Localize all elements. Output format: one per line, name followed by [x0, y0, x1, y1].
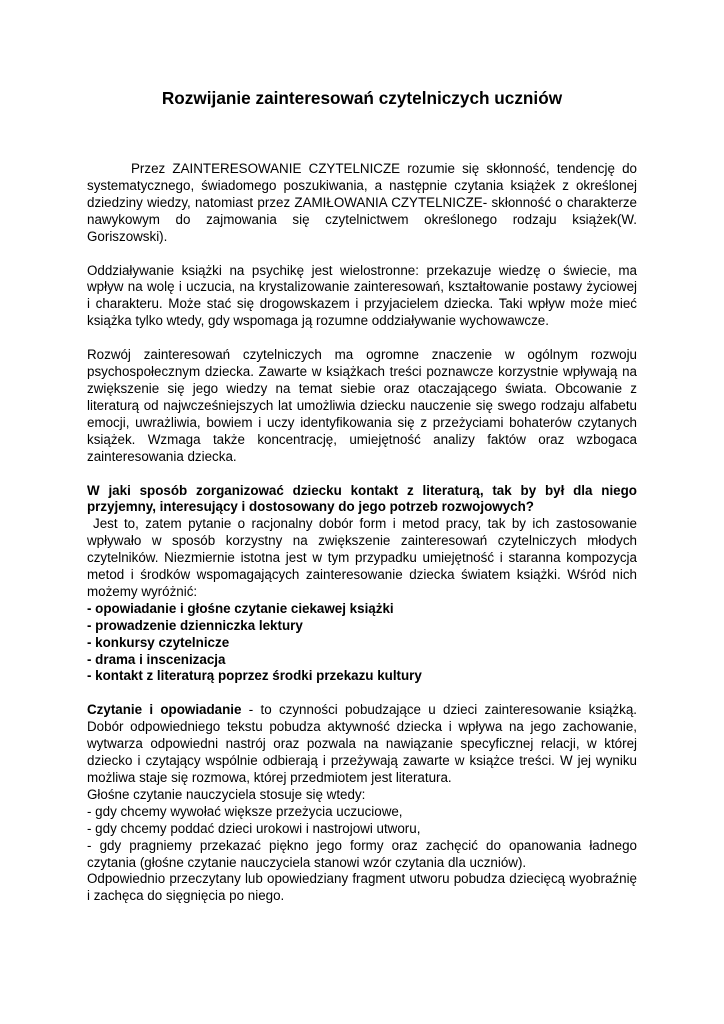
list-item: - gdy pragniemy przekazać piękno jego formy oraz zachęcić do opanowania ładnego czytania (głośne czytanie nauczyciela stanowi wzór czytania dla uczniów).: [87, 837, 637, 870]
methods-list: [87, 601, 637, 686]
paragraph-gap: [87, 466, 637, 483]
question-heading: W jaki sposób zorganizować dziecku kontakt z literaturą, tak by był dla niego przyjemny, interesujący i dostosowany do jego potrzeb rozwojowych?: [87, 482, 637, 515]
list-item: - opowiadanie i głośne czytanie ciekawej książki: [87, 600, 394, 616]
list-item: - prowadzenie dzienniczka lektury: [87, 617, 303, 633]
loud-reading-cases: [87, 804, 637, 872]
paragraph-gap: [87, 330, 637, 347]
reading-paragraph: [87, 702, 637, 787]
paragraph-gap: [87, 685, 637, 702]
list-item: - gdy chcemy wywołać większe przeżycia uczuciowe,: [87, 803, 403, 819]
paragraph-development: Rozwój zainteresowań czytelniczych ma ogromne znaczenie w ogólnym rozwoju psychospołecznym dziecka. Zawarte w książkach treści poznawcze korzystnie wpływają na zwiększenie się jego wiedzy na temat siebie oraz otaczającego świata. Obcowanie z literaturą od najwcześniejszych lat umożliwia dziecku nauczenie się swego rodzaju alfabetu emocji, uwrażliwia, bowiem i uczy identyfikowania się z przeżyciami bohaterów czytanych książek. Wzmaga także koncentrację, umiejętność analizy faktów oraz wzbogaca zainteresowania dziecka.: [87, 347, 637, 464]
intro-paragraph: Przez ZAINTERESOWANIE CZYTELNICZE rozumie się skłonność, tendencję do systematycznego, świadomego poszukiwania, a następnie czytania książek z określonej dziedziny wiedzy, natomiast przez ZAMIŁOWANIA CZYTELNICZE- skłonność o charakterze nawykowym do zajmowania się czytelnictwem określonego rodzaju książek(W. Goriszowski).: [87, 161, 637, 244]
paragraph-influence: Oddziaływanie książki na psychikę jest wielostronne: przekazuje wiedzę o świecie, ma wpływ na wolę i uczucia, na krystalizowanie zainteresowań, kształtowanie postawy życiowej i charakteru. Może stać się drogowskazem i przyjacielem dziecka. Taki wpływ może mieć książka tylko wtedy, gdy wspomaga ją rozumne oddziaływanie wychowawcze.: [87, 262, 637, 329]
closing-paragraph: Odpowiednio przeczytany lub opowiedziany fragment utworu pobudza dziecięcą wyobraźnię i zachęca do sięgnięcia po niego.: [87, 871, 637, 904]
list-item: - kontakt z literaturą poprzez środki przekazu kultury: [87, 668, 422, 684]
list-item: - gdy chcemy poddać dzieci urokowi i nastrojowi utworu,: [87, 820, 421, 836]
answer-paragraph: Jest to, zatem pytanie o racjonalny dobór form i metod pracy, tak by ich zastosowanie wpływało w sposób korzystny na zwiększenie zainteresowań czytelniczych młodych czytelników. Niezmiernie istotna jest w tym przypadku umiejętność i staranna kompozycja metod i środków wspomagających zainteresowanie dziecka światem książki. Wśród nich możemy wyróżnić:: [87, 516, 637, 599]
list-item: - drama i inscenizacja: [87, 651, 226, 667]
page-title: Rozwijanie zainteresowań czytelniczych uczniów: [161, 88, 563, 108]
list-item: - konkursy czytelnicze: [87, 634, 230, 650]
reading-term: Czytanie i opowiadanie: [87, 702, 242, 718]
loud-reading-intro: Głośne czytanie nauczyciela stosuje się wtedy:: [87, 786, 366, 802]
paragraph-gap: [87, 246, 637, 263]
reading-text: - to czynności pobudzające u dzieci zainteresowanie książką. Dobór odpowiedniego tekstu pobudza aktywność dziecka i wpływa na jego zachowanie, wytwarza odpowiedni nastrój oraz pozwala na nawiązanie specyficznej relacji, w której dziecko i czytający wspólnie odbierają i przeżywają zawarte w książce treści. W jej wyniku możliwa staje się rozmowa, której przedmiotem jest literatura.: [87, 702, 637, 785]
